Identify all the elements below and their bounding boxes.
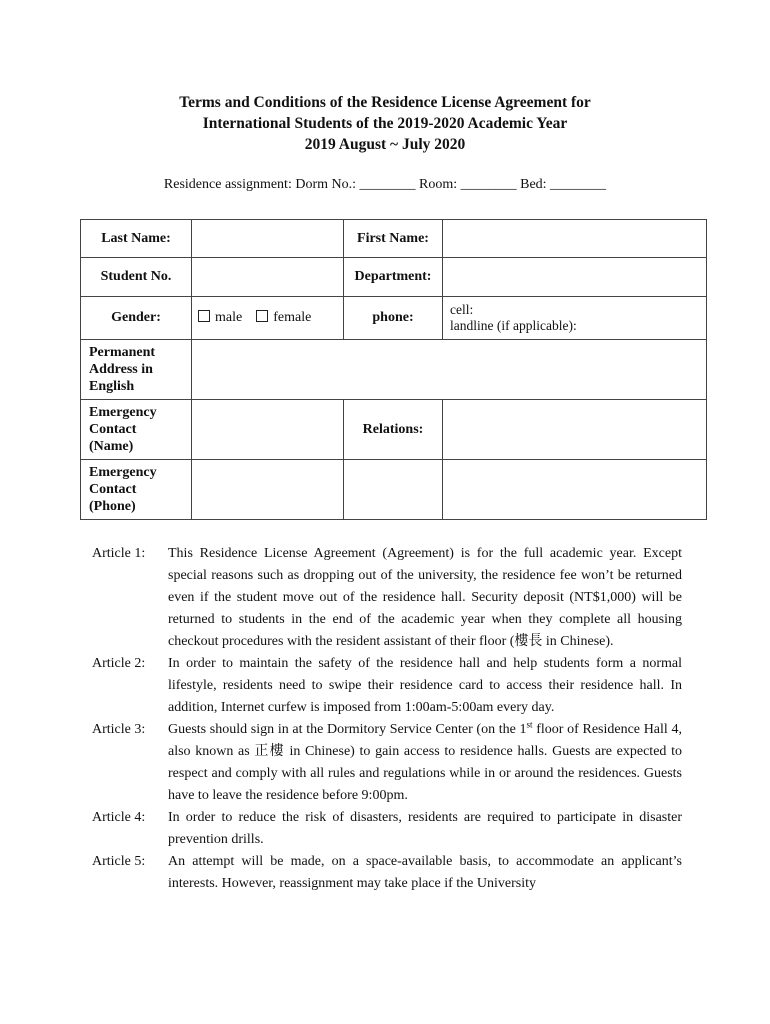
emergency-contact-phone-field[interactable] — [192, 460, 344, 520]
emergency-contact-phone-label — [81, 460, 192, 520]
article-5 — [92, 851, 682, 895]
female-label: female — [273, 310, 312, 325]
ec-name-label-line: Emergency — [89, 405, 157, 420]
article-number: Article 1: — [92, 546, 146, 561]
cell-label: cell: — [450, 302, 474, 317]
address-label-line: Permanent — [89, 345, 156, 360]
permanent-address-label — [81, 340, 192, 400]
relations-field[interactable] — [443, 400, 707, 460]
emergency-contact-phone-field-3[interactable] — [443, 460, 707, 520]
ec-phone-label-line: Contact — [89, 482, 137, 497]
article-number: Article 4: — [92, 810, 146, 825]
landline-label: landline (if applicable): — [450, 318, 577, 333]
table-row — [81, 297, 707, 340]
student-no-field[interactable] — [192, 258, 344, 297]
article-text: An attempt will be made, on a space-available basis, to accommodate an applicant’s interests. However, reassignment may take place if the University — [168, 854, 682, 891]
first-name-label: First Name: — [344, 220, 443, 258]
articles-list — [92, 543, 682, 895]
article-text: This Residence License Agreement (Agreement) is for the full academic year. Except special reasons such as dropping out of the university, the residence fee won’t be returned even if the student move out of the residence hall. Security deposit (NT$1,000) will be returned to students in the end of the academic year when they complete all housing checkout procedures with the resident assistant of their floor (樓長 in Chinese). — [168, 546, 682, 649]
article-3 — [92, 719, 682, 807]
gender-options — [192, 297, 344, 340]
residence-assignment: Residence assignment: Dorm No.: ________ Room: ________ Bed: ________ — [163, 177, 607, 192]
article-text-part: Guests should sign in at the Dormitory Service Center (on the 1 — [168, 722, 527, 737]
student-info-table — [80, 219, 707, 520]
table-row — [81, 220, 707, 258]
address-label-line: Address in — [89, 362, 153, 377]
male-label: male — [215, 310, 243, 325]
phone-field[interactable] — [443, 297, 707, 340]
article-text: In order to maintain the safety of the residence hall and help students form a normal lifestyle, residents need to swipe their residence card to access their residence hall. In addition, Internet curfew is imposed from 1:00am-5:00am every day. — [168, 656, 682, 715]
doc-title-line1: Terms and Conditions of the Residence License Agreement for — [179, 94, 591, 111]
emergency-contact-phone-field-2[interactable] — [344, 460, 443, 520]
address-label-line: English — [89, 379, 135, 394]
article-1 — [92, 543, 682, 653]
ec-phone-label-line: (Phone) — [89, 499, 136, 514]
relations-label: Relations: — [344, 400, 443, 460]
doc-title-line3: 2019 August ~ July 2020 — [304, 136, 466, 153]
article-number: Article 3: — [92, 722, 146, 737]
student-no-label: Student No. — [81, 258, 192, 297]
ec-phone-label-line: Emergency — [89, 465, 157, 480]
article-2 — [92, 653, 682, 719]
table-row — [81, 460, 707, 520]
emergency-contact-name-label — [81, 400, 192, 460]
article-number: Article 2: — [92, 656, 146, 671]
ordinal-suffix: st — [526, 719, 533, 730]
article-text — [168, 719, 682, 807]
gender-label: Gender: — [81, 297, 192, 340]
doc-title-line2: International Students of the 2019-2020 Academic Year — [202, 115, 568, 132]
article-text-part: floor of Residence Hall 4, also known as 正樓 in Chinese) to gain access to residence halls. Guests are expected to respect and comply with all rules and regulations while in or around the residences. Guests have to leave the residence before 9:00pm. — [168, 722, 682, 803]
female-checkbox[interactable] — [256, 310, 268, 322]
article-4 — [92, 807, 682, 851]
first-name-field[interactable] — [443, 220, 707, 258]
department-field[interactable] — [443, 258, 707, 297]
department-label: Department: — [344, 258, 443, 297]
permanent-address-field[interactable] — [192, 340, 707, 400]
ec-name-label-line: (Name) — [89, 439, 134, 454]
article-number: Article 5: — [92, 854, 146, 869]
table-row — [81, 258, 707, 297]
phone-label: phone: — [344, 297, 443, 340]
table-row — [81, 400, 707, 460]
last-name-field[interactable] — [192, 220, 344, 258]
table-row — [81, 340, 707, 400]
ec-name-label-line: Contact — [89, 422, 137, 437]
emergency-contact-name-field[interactable] — [192, 400, 344, 460]
male-checkbox[interactable] — [198, 310, 210, 322]
article-text: In order to reduce the risk of disasters, residents are required to participate in disaster prevention drills. — [168, 810, 682, 847]
last-name-label: Last Name: — [81, 220, 192, 258]
